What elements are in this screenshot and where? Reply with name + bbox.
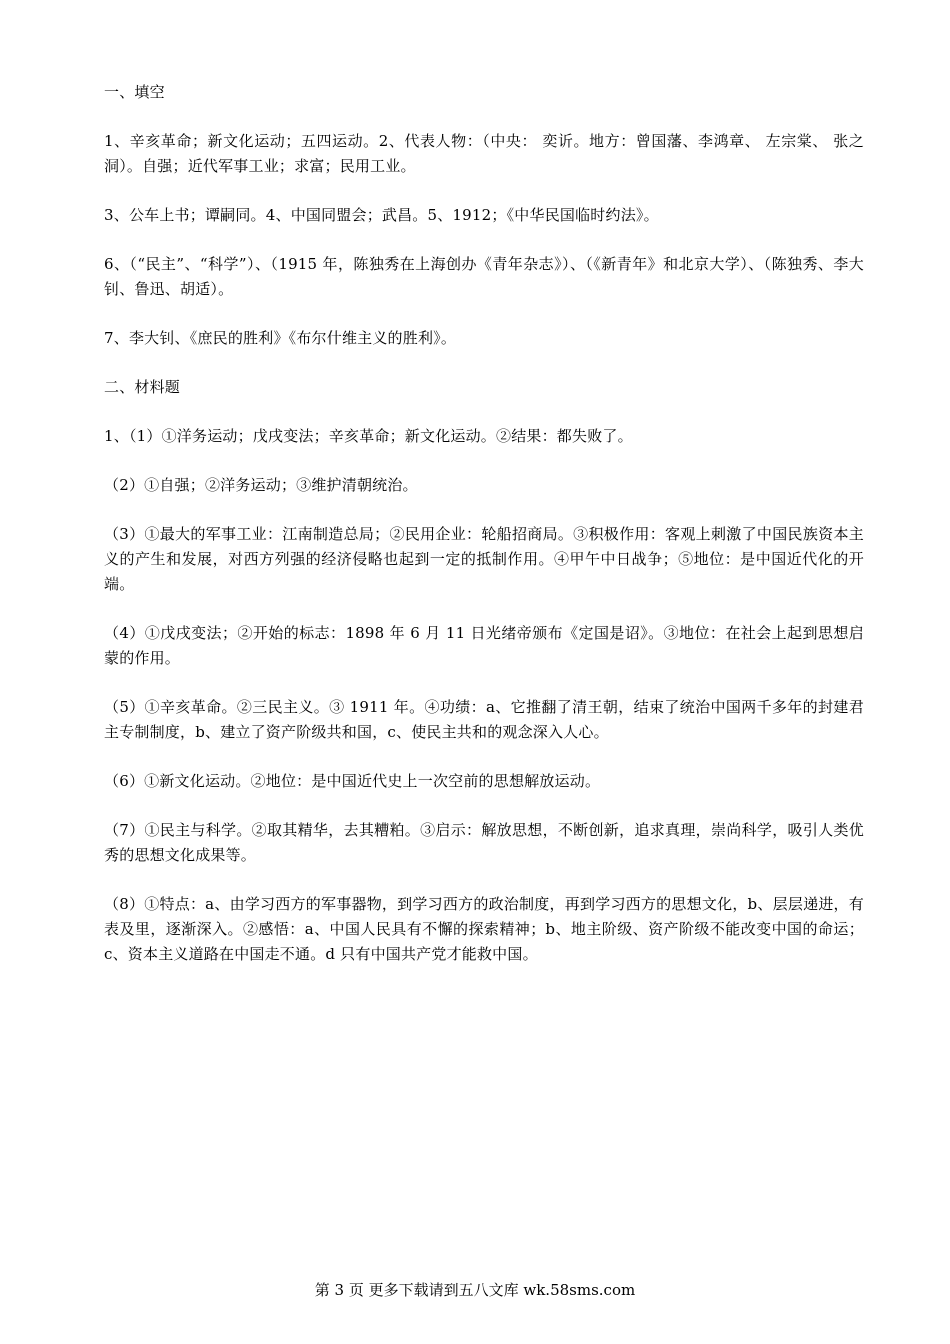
material-answer-5: （5）①辛亥革命。②三民主义。③ 1911 年。④功绩：a、它推翻了清王朝，结束了统治中国两千多年的封建君主专制制度，b、建立了资产阶级共和国，c、使民主共和的观念深入人心。 xyxy=(104,698,864,741)
fill-answer-7: 7、李大钊、《庶民的胜利》《布尔什维主义的胜利》。 xyxy=(104,329,457,347)
section-heading-material-questions: 二、材料题 xyxy=(104,378,181,396)
fill-answer-1-2: 1、辛亥革命；新文化运动；五四运动。2、代表人物：（中央： 奕䜣。地方：曾国藩、李鸿章、 左宗棠、 张之洞）。自强；近代军事工业；求富；民用工业。 xyxy=(104,132,864,175)
material-answer-2: （2）①自强；②洋务运动；③维护清朝统治。 xyxy=(104,476,418,494)
section-heading-fill-in-blanks: 一、填空 xyxy=(104,83,165,101)
material-answer-6: （6）①新文化运动。②地位：是中国近代史上一次空前的思想解放运动。 xyxy=(104,772,601,790)
material-answer-8: （8）①特点：a、由学习西方的军事器物，到学习西方的政治制度，再到学习西方的思想文化，b、层层递进，有表及里，逐渐深入。②感悟：a、中国人民具有不懈的探索精神；b、地主阶级、资产阶级不能改变中国的命运；c、资本主义道路在中国走不通。d 只有中国共产党才能救中国。 xyxy=(104,895,864,963)
fill-answer-6: 6、（“民主”、“科学”）、（1915 年，陈独秀在上海创办《青年杂志》）、（《新青年》和北京大学）、（陈独秀、李大钊、鲁迅、胡适）。 xyxy=(104,255,864,298)
material-answer-7: （7）①民主与科学。②取其精华，去其糟粕。③启示：解放思想，不断创新，追求真理，崇尚科学，吸引人类优秀的思想文化成果等。 xyxy=(104,821,864,864)
page-footer: 第 3 页 更多下载请到五八文库 wk.58sms.com xyxy=(314,1281,636,1299)
answer-content xyxy=(104,80,864,991)
material-answer-1: 1、（1）①洋务运动；戊戌变法；辛亥革命；新文化运动。②结果：都失败了。 xyxy=(104,427,633,445)
fill-answer-3-5: 3、公车上书；谭嗣同。4、中国同盟会；武昌。5、1912；《中华民国临时约法》。 xyxy=(104,206,659,224)
material-answer-4: （4）①戊戌变法；②开始的标志：1898 年 6 月 11 日光绪帝颁布《定国是诏》。③地位：在社会上起到思想启蒙的作用。 xyxy=(104,624,864,667)
material-answer-3: （3）①最大的军事工业：江南制造总局；②民用企业：轮船招商局。③积极作用：客观上刺激了中国民族资本主义的产生和发展，对西方列强的经济侵略也起到一定的抵制作用。④甲午中日战争；⑤地位：是中国近代化的开端。 xyxy=(104,525,864,593)
